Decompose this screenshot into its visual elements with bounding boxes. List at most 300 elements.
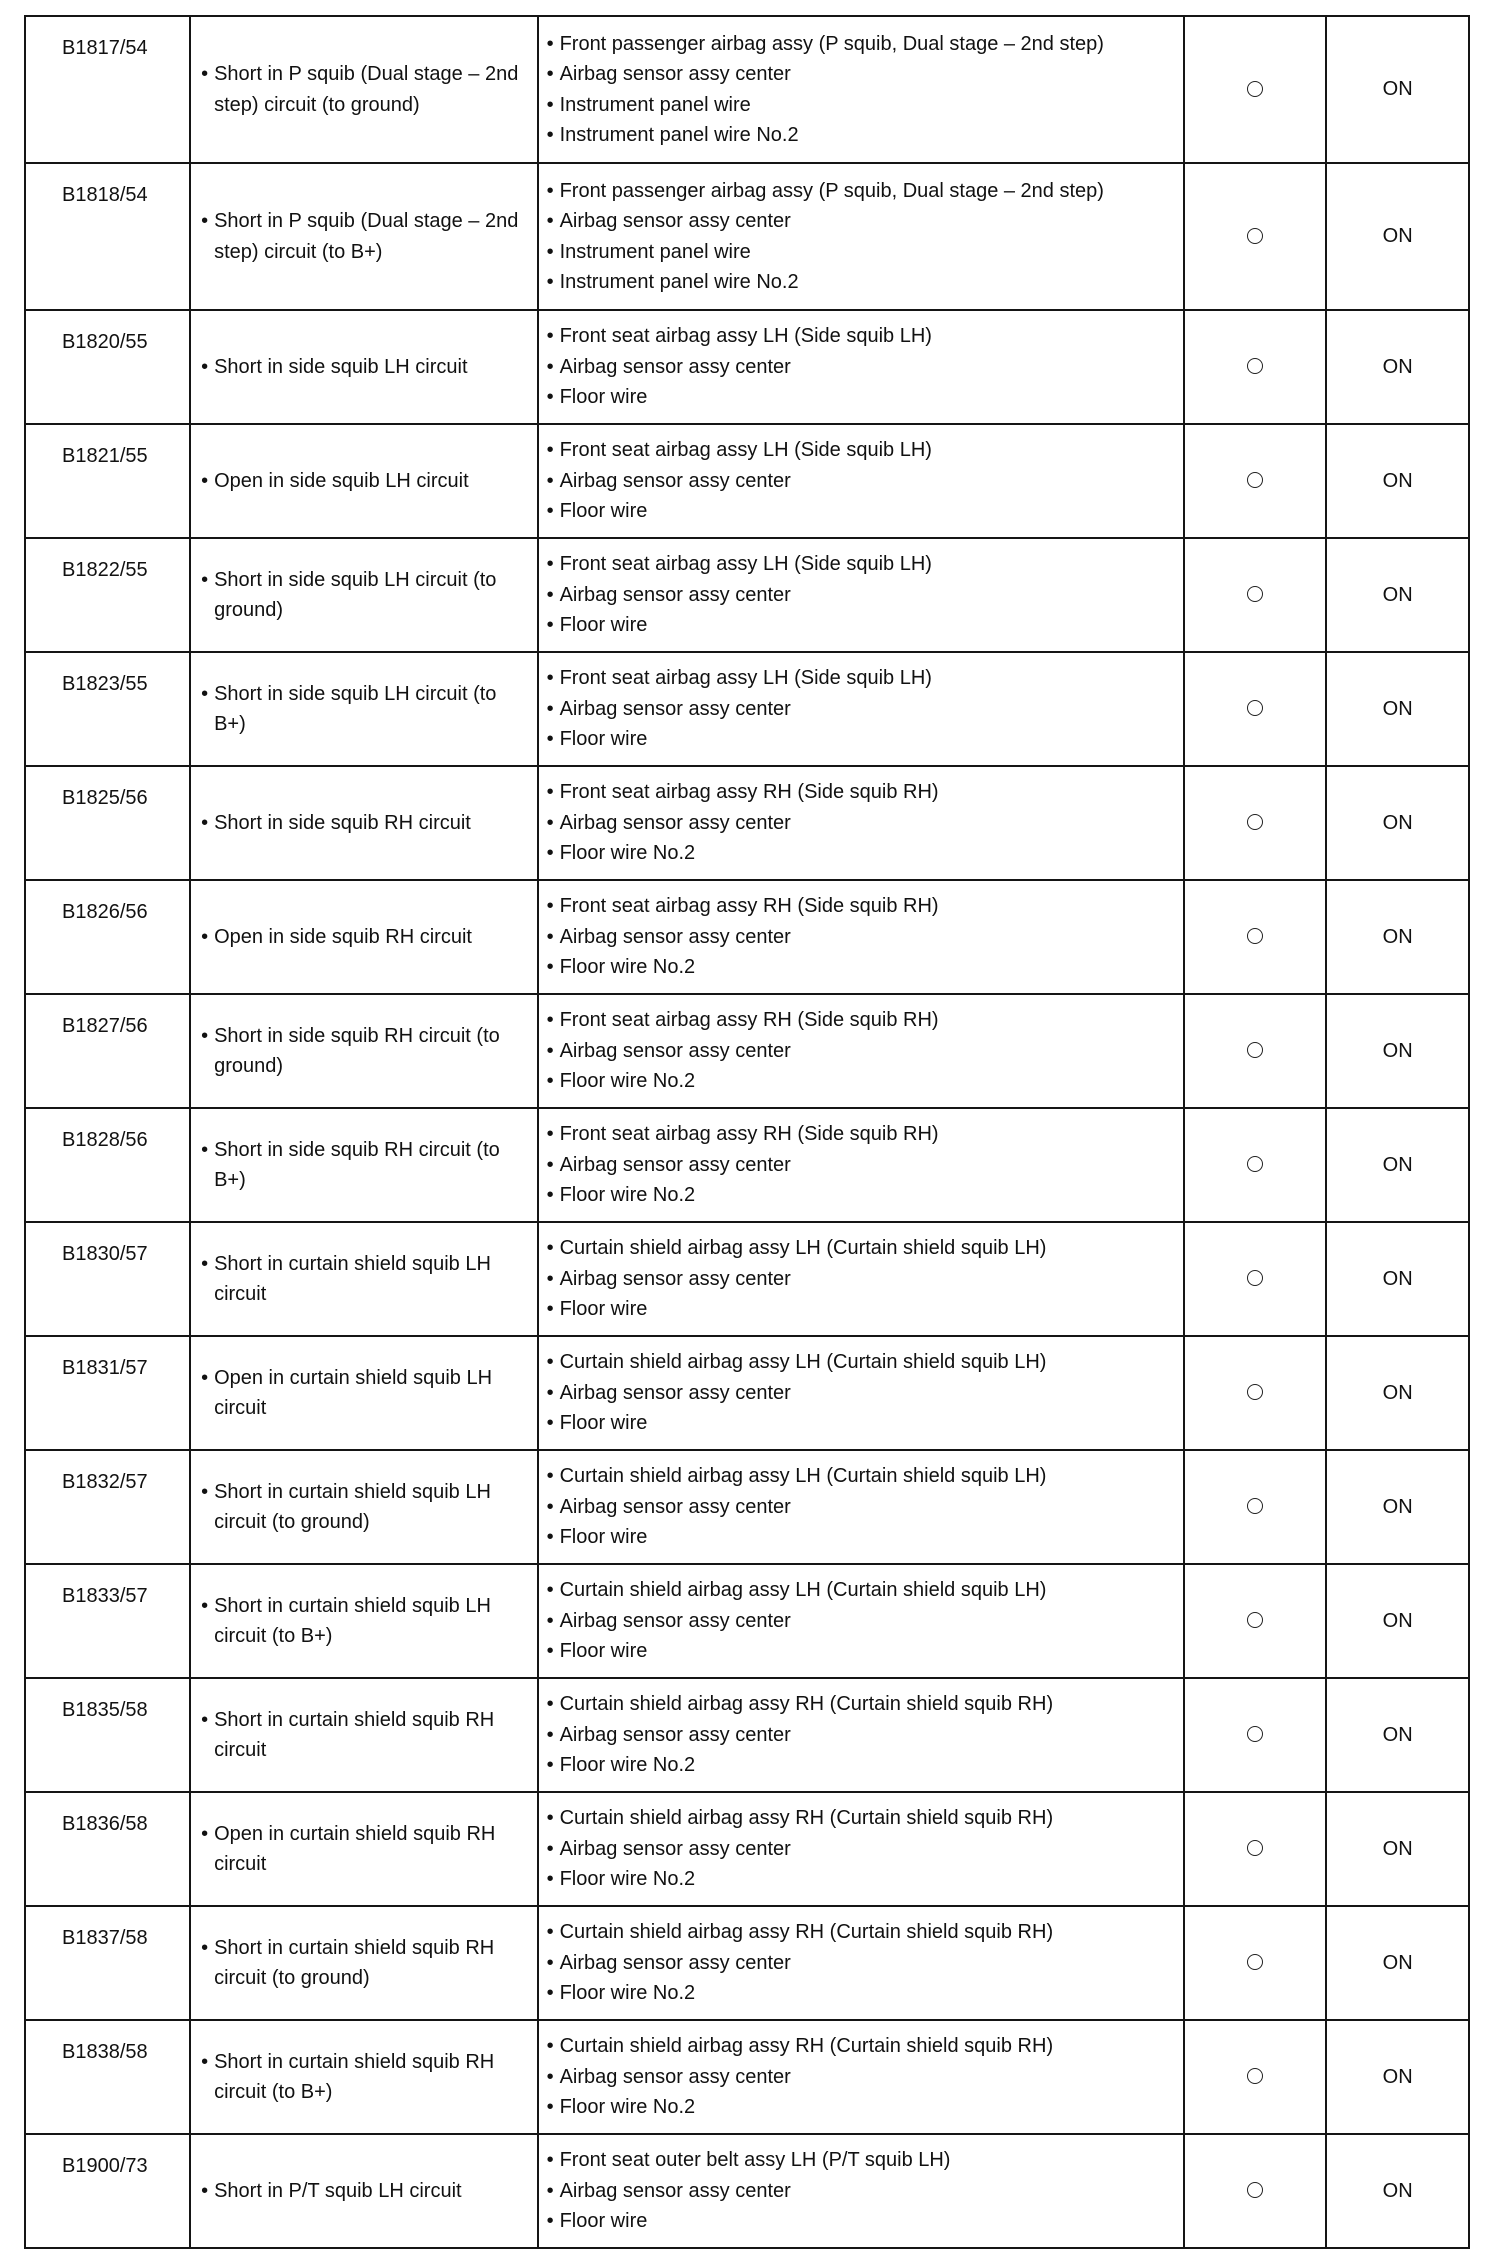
circle-icon xyxy=(1247,1612,1263,1628)
trouble-area-item xyxy=(547,1294,1177,1325)
trouble-area-text: Floor wire No.2 xyxy=(559,1868,696,1891)
trouble-area-text: Front seat airbag assy LH (Side squib LH) xyxy=(559,553,932,576)
bullet-icon: • xyxy=(546,1123,554,1146)
warning-lamp-cell: ON xyxy=(1326,2020,1469,2134)
bullet-icon: • xyxy=(546,179,554,202)
warning-lamp-cell: ON xyxy=(1326,652,1469,766)
bullet-icon: • xyxy=(201,1138,209,1161)
trouble-area-text: Airbag sensor assy center xyxy=(559,1039,791,1062)
trouble-area-text: Floor wire No.2 xyxy=(559,956,696,979)
table-row xyxy=(25,1336,1469,1450)
symptom-cell xyxy=(190,1678,537,1792)
dtc-code-cell: B1831/57 xyxy=(25,1336,190,1450)
symptom-cell xyxy=(190,1906,537,2020)
dtc-code-cell: B1828/56 xyxy=(25,1108,190,1222)
trouble-area-text: Front seat airbag assy LH (Side squib LH) xyxy=(559,667,932,690)
symptom-item xyxy=(201,1705,528,1766)
trouble-area-item xyxy=(547,663,1177,694)
dtc-code-cell: B1830/57 xyxy=(25,1222,190,1336)
symptom-text: Short in side squib RH circuit (to ground) xyxy=(214,1024,500,1077)
table-row xyxy=(25,2020,1469,2134)
trouble-area-item xyxy=(547,952,1177,983)
trouble-area-cell xyxy=(538,880,1184,994)
trouble-area-item xyxy=(547,90,1177,121)
bullet-icon: • xyxy=(546,1754,554,1777)
circle-icon xyxy=(1247,1954,1263,1970)
trouble-area-item xyxy=(547,29,1177,60)
trouble-area-text: Floor wire xyxy=(559,728,648,751)
bullet-icon: • xyxy=(546,1495,554,1518)
check-mark-cell xyxy=(1184,1906,1327,2020)
trouble-area-item xyxy=(547,777,1177,808)
trouble-area-item xyxy=(547,1264,1177,1295)
trouble-area-item xyxy=(547,549,1177,580)
bullet-icon: • xyxy=(546,469,554,492)
bullet-icon: • xyxy=(546,1184,554,1207)
warning-lamp-cell: ON xyxy=(1326,766,1469,880)
symptom-item xyxy=(201,1933,528,1994)
trouble-area-text: Front seat outer belt assy LH (P/T squib LH) xyxy=(559,2149,951,2172)
warning-lamp-cell: ON xyxy=(1326,994,1469,1108)
trouble-area-cell xyxy=(538,163,1184,310)
trouble-area-cell xyxy=(538,1906,1184,2020)
symptom-item xyxy=(201,59,528,120)
dtc-code-cell: B1833/57 xyxy=(25,1564,190,1678)
trouble-area-text: Curtain shield airbag assy LH (Curtain shield squib LH) xyxy=(559,1351,1047,1374)
warning-lamp-cell: ON xyxy=(1326,163,1469,310)
symptom-item xyxy=(201,1135,528,1196)
trouble-area-text: Airbag sensor assy center xyxy=(559,925,791,948)
circle-icon xyxy=(1247,358,1263,374)
trouble-area-item xyxy=(547,580,1177,611)
trouble-area-item xyxy=(547,1636,1177,1667)
trouble-area-cell xyxy=(538,1222,1184,1336)
symptom-cell xyxy=(190,538,537,652)
bullet-icon: • xyxy=(546,2149,554,2172)
bullet-icon: • xyxy=(546,1070,554,1093)
trouble-area-text: Airbag sensor assy center xyxy=(559,583,791,606)
symptom-cell xyxy=(190,2020,537,2134)
bullet-icon: • xyxy=(546,1009,554,1032)
trouble-area-cell xyxy=(538,2020,1184,2134)
bullet-icon: • xyxy=(546,2179,554,2202)
trouble-area-text: Airbag sensor assy center xyxy=(559,1723,791,1746)
bullet-icon: • xyxy=(201,210,209,232)
table-row xyxy=(25,1792,1469,1906)
table-row xyxy=(25,163,1469,310)
bullet-icon: • xyxy=(546,614,554,637)
trouble-area-text: Floor wire xyxy=(559,2210,648,2233)
table-row xyxy=(25,16,1469,163)
trouble-area-text: Floor wire No.2 xyxy=(559,1184,696,1207)
trouble-area-text: Curtain shield airbag assy RH (Curtain shield squib RH) xyxy=(559,2035,1054,2058)
trouble-area-item xyxy=(547,891,1177,922)
bullet-icon: • xyxy=(546,93,554,116)
bullet-icon: • xyxy=(546,1237,554,1260)
bullet-icon: • xyxy=(201,2050,209,2073)
table-row xyxy=(25,1564,1469,1678)
check-mark-cell xyxy=(1184,880,1327,994)
trouble-area-item xyxy=(547,1948,1177,1979)
circle-icon xyxy=(1247,1156,1263,1172)
bullet-icon: • xyxy=(546,1267,554,1290)
symptom-text: Short in P/T squib LH circuit xyxy=(214,2179,462,2202)
dtc-code-cell: B1837/58 xyxy=(25,1906,190,2020)
symptom-text: Open in side squib LH circuit xyxy=(214,469,469,492)
symptom-cell xyxy=(190,1108,537,1222)
trouble-area-text: Curtain shield airbag assy RH (Curtain shield squib RH) xyxy=(559,1921,1054,1944)
bullet-icon: • xyxy=(546,32,554,55)
symptom-text: Short in curtain shield squib LH circuit (to B+) xyxy=(214,1594,491,1647)
trouble-area-item xyxy=(547,176,1177,207)
trouble-area-text: Airbag sensor assy center xyxy=(559,1381,791,1404)
trouble-area-item xyxy=(547,1150,1177,1181)
trouble-area-item xyxy=(547,922,1177,953)
trouble-area-text: Instrument panel wire No.2 xyxy=(559,124,799,146)
dtc-code-cell: B1825/56 xyxy=(25,766,190,880)
trouble-area-text: Airbag sensor assy center xyxy=(559,1609,791,1632)
trouble-area-item xyxy=(547,267,1177,298)
check-mark-cell xyxy=(1184,1678,1327,1792)
bullet-icon: • xyxy=(201,1594,209,1617)
trouble-area-text: Airbag sensor assy center xyxy=(559,2179,791,2202)
bullet-icon: • xyxy=(201,1480,209,1503)
trouble-area-cell xyxy=(538,766,1184,880)
symptom-text: Short in side squib LH circuit xyxy=(214,355,468,378)
trouble-area-text: Airbag sensor assy center xyxy=(559,210,791,232)
symptom-text: Short in curtain shield squib LH circuit (to ground) xyxy=(214,1480,491,1533)
bullet-icon: • xyxy=(546,2035,554,2058)
warning-lamp-cell: ON xyxy=(1326,310,1469,424)
circle-icon xyxy=(1247,1726,1263,1742)
trouble-area-cell xyxy=(538,2134,1184,2248)
bullet-icon: • xyxy=(201,2179,209,2202)
trouble-area-text: Front seat airbag assy RH (Side squib RH) xyxy=(559,781,939,804)
trouble-area-item xyxy=(547,1119,1177,1150)
trouble-area-item xyxy=(547,1233,1177,1264)
bullet-icon: • xyxy=(546,667,554,690)
trouble-area-item xyxy=(547,808,1177,839)
symptom-item xyxy=(201,206,528,267)
symptom-text: Short in curtain shield squib RH circuit (to B+) xyxy=(214,2050,495,2103)
trouble-area-item xyxy=(547,1066,1177,1097)
trouble-area-text: Airbag sensor assy center xyxy=(559,1153,791,1176)
dtc-code-cell: B1835/58 xyxy=(25,1678,190,1792)
symptom-item xyxy=(201,808,528,839)
trouble-area-text: Front passenger airbag assy (P squib, Dual stage – 2nd step) xyxy=(559,32,1104,55)
bullet-icon: • xyxy=(546,925,554,948)
trouble-area-text: Floor wire xyxy=(559,1526,648,1549)
symptom-text: Short in curtain shield squib RH circuit (to ground) xyxy=(214,1936,495,1989)
bullet-icon: • xyxy=(546,1723,554,1746)
trouble-area-item xyxy=(547,352,1177,383)
trouble-area-item xyxy=(547,1378,1177,1409)
symptom-item xyxy=(201,1363,528,1424)
symptom-text: Open in curtain shield squib LH circuit xyxy=(214,1366,493,1419)
check-mark-cell xyxy=(1184,2134,1327,2248)
dtc-code-cell: B1838/58 xyxy=(25,2020,190,2134)
warning-lamp-cell: ON xyxy=(1326,1108,1469,1222)
bullet-icon: • xyxy=(546,697,554,720)
trouble-area-item xyxy=(547,382,1177,413)
check-mark-cell xyxy=(1184,1108,1327,1222)
bullet-icon: • xyxy=(201,469,209,492)
bullet-icon: • xyxy=(546,583,554,606)
circle-icon xyxy=(1247,2068,1263,2084)
symptom-cell xyxy=(190,1336,537,1450)
bullet-icon: • xyxy=(546,1837,554,1860)
bullet-icon: • xyxy=(201,355,209,378)
trouble-area-item xyxy=(547,2145,1177,2176)
warning-lamp-cell: ON xyxy=(1326,1450,1469,1564)
table-row xyxy=(25,2134,1469,2248)
check-mark-cell xyxy=(1184,2020,1327,2134)
trouble-area-cell xyxy=(538,1108,1184,1222)
bullet-icon: • xyxy=(546,1982,554,2005)
symptom-item xyxy=(201,352,528,383)
warning-lamp-cell: ON xyxy=(1326,1678,1469,1792)
bullet-icon: • xyxy=(546,553,554,576)
check-mark-cell xyxy=(1184,424,1327,538)
check-mark-cell xyxy=(1184,1564,1327,1678)
trouble-area-text: Floor wire xyxy=(559,386,648,409)
trouble-area-text: Floor wire xyxy=(559,1640,648,1663)
bullet-icon: • xyxy=(201,1708,209,1731)
circle-icon xyxy=(1247,81,1263,97)
bullet-icon: • xyxy=(546,1381,554,1404)
table-row xyxy=(25,652,1469,766)
trouble-area-cell xyxy=(538,1792,1184,1906)
bullet-icon: • xyxy=(546,2096,554,2119)
bullet-icon: • xyxy=(546,210,554,232)
trouble-area-item xyxy=(547,1606,1177,1637)
check-mark-cell xyxy=(1184,652,1327,766)
bullet-icon: • xyxy=(546,956,554,979)
table-row xyxy=(25,538,1469,652)
bullet-icon: • xyxy=(546,1412,554,1435)
trouble-area-cell xyxy=(538,1564,1184,1678)
symptom-text: Short in curtain shield squib LH circuit xyxy=(214,1252,491,1305)
circle-icon xyxy=(1247,1498,1263,1514)
dtc-code-cell: B1823/55 xyxy=(25,652,190,766)
trouble-area-item xyxy=(547,2092,1177,2123)
trouble-area-text: Airbag sensor assy center xyxy=(559,2065,791,2088)
bullet-icon: • xyxy=(201,1252,209,1275)
trouble-area-item xyxy=(547,694,1177,725)
bullet-icon: • xyxy=(546,1807,554,1830)
trouble-area-text: Floor wire No.2 xyxy=(559,1754,696,1777)
trouble-area-item xyxy=(547,1005,1177,1036)
check-mark-cell xyxy=(1184,163,1327,310)
trouble-area-cell xyxy=(538,16,1184,163)
trouble-area-text: Airbag sensor assy center xyxy=(559,811,791,834)
symptom-item xyxy=(201,1249,528,1310)
symptom-item xyxy=(201,1591,528,1652)
bullet-icon: • xyxy=(546,63,554,85)
trouble-area-item xyxy=(547,1978,1177,2009)
bullet-icon: • xyxy=(201,1024,209,1047)
dtc-code-cell: B1900/73 xyxy=(25,2134,190,2248)
trouble-area-cell xyxy=(538,1450,1184,1564)
trouble-area-text: Floor wire No.2 xyxy=(559,1070,696,1093)
check-mark-cell xyxy=(1184,1792,1327,1906)
trouble-area-item xyxy=(547,724,1177,755)
dtc-code-cell: B1822/55 xyxy=(25,538,190,652)
trouble-area-item xyxy=(547,1750,1177,1781)
symptom-text: Short in side squib LH circuit (to ground) xyxy=(214,568,497,621)
trouble-area-text: Front seat airbag assy RH (Side squib RH) xyxy=(559,1123,939,1146)
symptom-item xyxy=(201,1021,528,1082)
symptom-item xyxy=(201,2047,528,2108)
symptom-cell xyxy=(190,1792,537,1906)
trouble-area-text: Instrument panel wire xyxy=(559,240,751,263)
bullet-icon: • xyxy=(546,1579,554,1602)
trouble-area-item xyxy=(547,237,1177,268)
symptom-cell xyxy=(190,880,537,994)
check-mark-cell xyxy=(1184,538,1327,652)
symptom-cell xyxy=(190,994,537,1108)
symptom-cell xyxy=(190,766,537,880)
dtc-code-cell: B1818/54 xyxy=(25,163,190,310)
trouble-area-text: Curtain shield airbag assy LH (Curtain shield squib LH) xyxy=(559,1579,1047,1602)
warning-lamp-cell: ON xyxy=(1326,1564,1469,1678)
bullet-icon: • xyxy=(546,1951,554,1974)
dtc-code-cell: B1821/55 xyxy=(25,424,190,538)
trouble-area-text: Airbag sensor assy center xyxy=(559,1837,791,1860)
circle-icon xyxy=(1247,700,1263,716)
warning-lamp-cell: ON xyxy=(1326,880,1469,994)
trouble-area-text: Floor wire xyxy=(559,614,648,637)
check-mark-cell xyxy=(1184,1222,1327,1336)
symptom-item xyxy=(201,2176,528,2207)
circle-icon xyxy=(1247,1270,1263,1286)
symptom-item xyxy=(201,1819,528,1880)
symptom-text: Short in side squib LH circuit (to B+) xyxy=(214,682,497,735)
symptom-text: Open in side squib RH circuit xyxy=(214,925,472,948)
trouble-area-text: Floor wire No.2 xyxy=(559,2096,696,2119)
bullet-icon: • xyxy=(546,1298,554,1321)
circle-icon xyxy=(1247,2182,1263,2198)
trouble-area-item xyxy=(547,610,1177,641)
trouble-area-item xyxy=(547,1689,1177,1720)
dtc-code-cell: B1817/54 xyxy=(25,16,190,163)
trouble-area-item xyxy=(547,1492,1177,1523)
circle-icon xyxy=(1247,586,1263,602)
trouble-area-text: Airbag sensor assy center xyxy=(559,63,791,85)
circle-icon xyxy=(1247,472,1263,488)
warning-lamp-cell: ON xyxy=(1326,1792,1469,1906)
trouble-area-text: Airbag sensor assy center xyxy=(559,355,791,378)
symptom-cell xyxy=(190,1450,537,1564)
trouble-area-item xyxy=(547,496,1177,527)
dtc-table xyxy=(24,15,1470,2249)
trouble-area-text: Airbag sensor assy center xyxy=(559,1267,791,1290)
bullet-icon: • xyxy=(201,63,209,85)
trouble-area-item xyxy=(547,1408,1177,1439)
trouble-area-item xyxy=(547,206,1177,237)
circle-icon xyxy=(1247,1042,1263,1058)
table-row xyxy=(25,1450,1469,1564)
trouble-area-text: Front passenger airbag assy (P squib, Dual stage – 2nd step) xyxy=(559,179,1104,202)
trouble-area-item xyxy=(547,2176,1177,2207)
symptom-cell xyxy=(190,1564,537,1678)
circle-icon xyxy=(1247,814,1263,830)
table-row xyxy=(25,310,1469,424)
bullet-icon: • xyxy=(201,925,209,948)
circle-icon xyxy=(1247,228,1263,244)
table-row xyxy=(25,994,1469,1108)
trouble-area-item xyxy=(547,435,1177,466)
trouble-area-cell xyxy=(538,1678,1184,1792)
bullet-icon: • xyxy=(546,500,554,523)
table-row xyxy=(25,1678,1469,1792)
symptom-cell xyxy=(190,424,537,538)
warning-lamp-cell: ON xyxy=(1326,1222,1469,1336)
trouble-area-text: Curtain shield airbag assy RH (Curtain shield squib RH) xyxy=(559,1693,1054,1716)
bullet-icon: • xyxy=(201,1366,209,1389)
warning-lamp-cell: ON xyxy=(1326,538,1469,652)
trouble-area-item xyxy=(547,1864,1177,1895)
symptom-cell xyxy=(190,163,537,310)
symptom-cell xyxy=(190,310,537,424)
trouble-area-text: Airbag sensor assy center xyxy=(559,469,791,492)
trouble-area-text: Instrument panel wire No.2 xyxy=(559,271,799,293)
check-mark-cell xyxy=(1184,994,1327,1108)
symptom-text: Open in curtain shield squib RH circuit xyxy=(214,1822,496,1875)
warning-lamp-cell: ON xyxy=(1326,2134,1469,2248)
bullet-icon: • xyxy=(546,1693,554,1716)
bullet-icon: • xyxy=(546,2065,554,2088)
symptom-item xyxy=(201,1477,528,1538)
circle-icon xyxy=(1247,928,1263,944)
check-mark-cell xyxy=(1184,766,1327,880)
symptom-text: Short in side squib RH circuit (to B+) xyxy=(214,1138,500,1191)
dtc-table-body xyxy=(25,16,1469,2248)
table-row xyxy=(25,1222,1469,1336)
bullet-icon: • xyxy=(546,1153,554,1176)
dtc-code-cell: B1836/58 xyxy=(25,1792,190,1906)
trouble-area-item xyxy=(547,1461,1177,1492)
bullet-icon: • xyxy=(546,271,554,293)
bullet-icon: • xyxy=(546,811,554,834)
trouble-area-cell xyxy=(538,538,1184,652)
symptom-text: Short in curtain shield squib RH circuit xyxy=(214,1708,495,1761)
bullet-icon: • xyxy=(546,325,554,348)
bullet-icon: • xyxy=(201,568,209,591)
symptom-cell xyxy=(190,2134,537,2248)
trouble-area-text: Floor wire xyxy=(559,1298,648,1321)
bullet-icon: • xyxy=(546,895,554,918)
trouble-area-text: Floor wire No.2 xyxy=(559,1982,696,2005)
bullet-icon: • xyxy=(546,386,554,409)
symptom-cell xyxy=(190,652,537,766)
bullet-icon: • xyxy=(546,355,554,378)
symptom-item xyxy=(201,466,528,497)
trouble-area-item xyxy=(547,466,1177,497)
bullet-icon: • xyxy=(201,1936,209,1959)
dtc-code-cell: B1832/57 xyxy=(25,1450,190,1564)
table-row xyxy=(25,880,1469,994)
dtc-code-cell: B1826/56 xyxy=(25,880,190,994)
trouble-area-item xyxy=(547,1180,1177,1211)
trouble-area-item xyxy=(547,1720,1177,1751)
trouble-area-text: Front seat airbag assy LH (Side squib LH) xyxy=(559,439,932,462)
dtc-code-cell: B1820/55 xyxy=(25,310,190,424)
trouble-area-item xyxy=(547,120,1177,151)
trouble-area-text: Front seat airbag assy RH (Side squib RH) xyxy=(559,895,939,918)
symptom-text: Short in P squib (Dual stage – 2nd step) circuit (to B+) xyxy=(214,210,519,263)
symptom-item xyxy=(201,565,528,626)
